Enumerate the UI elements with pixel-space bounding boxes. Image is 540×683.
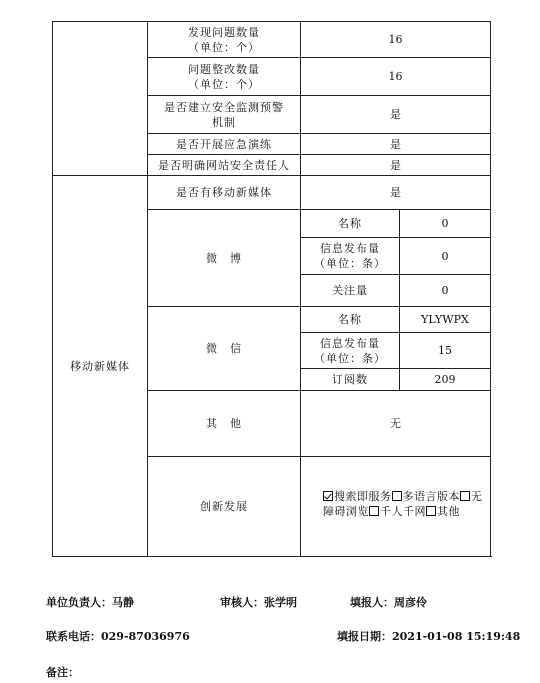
reviewer-label: 审核人： — [220, 596, 264, 609]
option-other[interactable] — [426, 505, 460, 518]
filler-label: 填报人： — [350, 596, 394, 609]
other-value: 无 — [301, 391, 491, 457]
date-label: 填报日期： — [337, 630, 392, 643]
option-label: 搜索即服务 — [334, 490, 392, 503]
wechat-label: 微 信 — [148, 307, 301, 391]
note-line — [46, 664, 79, 680]
has-mobile-label: 是否有移动新媒体 — [148, 176, 301, 210]
checkbox-icon[interactable] — [392, 491, 402, 501]
phone-value: 029-87036976 — [101, 630, 190, 643]
wechat-name-label: 名称 — [301, 307, 400, 333]
option-label: 无障碍浏览 — [323, 490, 483, 518]
monitoring-label: 是否建立安全监测预警 机制 — [164, 100, 284, 129]
phone-label: 联系电话： — [46, 630, 101, 643]
mobile-section-label: 移动新媒体 — [53, 176, 148, 557]
weibo-label: 微 博 — [148, 210, 301, 307]
filler-name: 周彦伶 — [394, 596, 427, 609]
issues-found-value: 16 — [301, 22, 491, 58]
phone-line — [46, 628, 190, 644]
checkbox-icon[interactable] — [426, 506, 436, 516]
wechat-subs-label: 订阅数 — [301, 369, 400, 391]
note-label: 备注： — [46, 666, 79, 679]
filler-line — [350, 594, 427, 610]
reviewer-name: 张学明 — [264, 596, 297, 609]
checkbox-icon[interactable] — [369, 506, 379, 516]
wechat-name-value: YLYWPX — [400, 307, 491, 333]
weibo-posts-label: 信息发布量 （单位：条） — [314, 242, 386, 270]
blank-section-cell — [53, 22, 148, 176]
innovation-section-label: 创新发展 — [148, 457, 301, 557]
option-label: 千人千网 — [380, 505, 426, 518]
date-value: 2021-01-08 15:19:48 — [392, 630, 521, 643]
table-row — [53, 22, 491, 58]
checkbox-icon[interactable] — [460, 491, 470, 501]
weibo-name-label: 名称 — [301, 210, 400, 238]
wechat-posts-value: 15 — [400, 333, 491, 369]
checkbox-checked-icon[interactable] — [323, 491, 333, 501]
drill-value: 是 — [301, 134, 491, 155]
row-label — [301, 333, 400, 369]
drill-label: 是否开展应急演练 — [148, 134, 301, 155]
option-multilingual[interactable] — [392, 490, 461, 503]
other-label: 其 他 — [148, 391, 301, 457]
row-label — [148, 96, 301, 134]
owner-label: 单位负责人： — [46, 596, 112, 609]
security-owner-value: 是 — [301, 155, 491, 176]
monitoring-value: 是 — [301, 96, 491, 134]
issues-fixed-label: 问题整改数量 （单位：个） — [188, 62, 260, 91]
option-personalized[interactable] — [369, 505, 426, 518]
reviewer-line — [220, 594, 297, 610]
innovation-options — [301, 457, 491, 557]
row-label — [301, 238, 400, 275]
issues-fixed-value: 16 — [301, 58, 491, 96]
owner-name: 马静 — [112, 596, 134, 609]
table-row — [53, 176, 491, 210]
security-owner-label: 是否明确网站安全责任人 — [148, 155, 301, 176]
option-label: 其他 — [437, 505, 460, 518]
owner-line — [46, 594, 134, 610]
wechat-subs-value: 209 — [400, 369, 491, 391]
has-mobile-value: 是 — [301, 176, 491, 210]
row-label — [148, 22, 301, 58]
option-label: 多语言版本 — [402, 490, 460, 503]
report-table — [52, 21, 491, 557]
issues-found-label: 发现问题数量 （单位：个） — [188, 25, 260, 54]
weibo-followers-label: 关注量 — [301, 275, 400, 307]
weibo-followers-value: 0 — [400, 275, 491, 307]
option-search-service[interactable] — [323, 490, 392, 503]
date-line — [337, 628, 520, 644]
wechat-posts-label: 信息发布量 （单位：条） — [314, 336, 386, 365]
weibo-posts-value: 0 — [400, 238, 491, 275]
row-label — [148, 58, 301, 96]
weibo-name-value: 0 — [400, 210, 491, 238]
